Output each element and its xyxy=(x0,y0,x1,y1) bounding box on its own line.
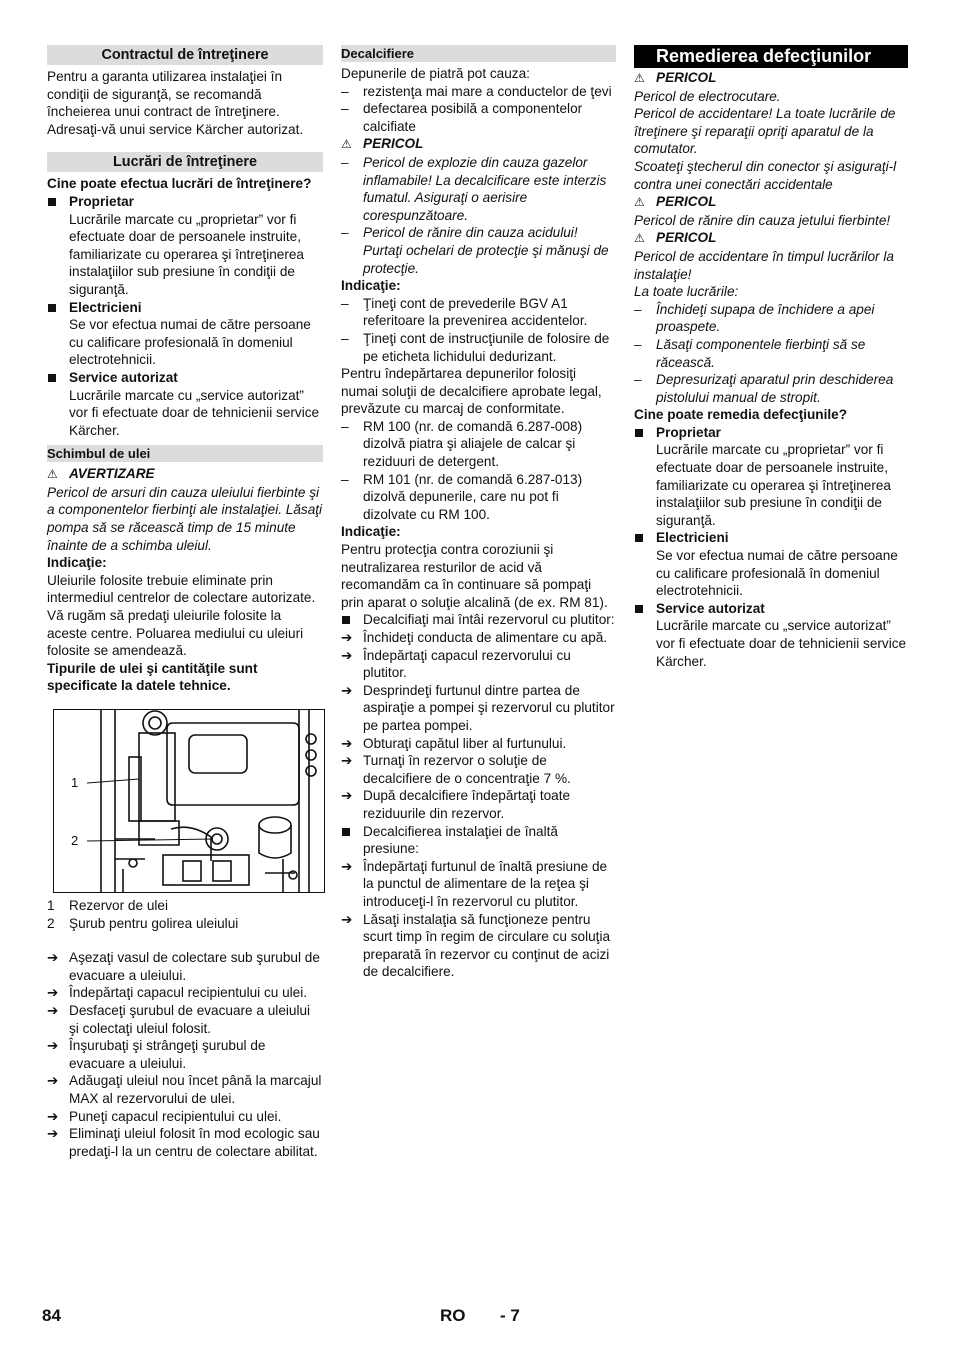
dash-bullet: – xyxy=(341,154,349,170)
item-text: Ţineţi cont de prevederile BGV A1 referitoare la prevenirea accidentelor. xyxy=(363,295,588,329)
note-label: Indicaţie: xyxy=(47,555,107,571)
oil-steps-list xyxy=(47,949,323,1160)
arrow-right-icon: ➔ xyxy=(47,985,59,1001)
column-left xyxy=(47,45,323,1160)
who-repair-question: Cine poate remedia defecţiunile? xyxy=(634,407,848,423)
item-title: Electricieni xyxy=(656,530,729,546)
item-text: Pericol de explozie din cauza gazelor inflamabile! La decalcificare este interzis fumatul. Asiguraţi o aerisire corespunzătoare. xyxy=(363,154,607,223)
warning-triangle-icon: ⚠ xyxy=(634,195,645,210)
item-text: După decalcifiere îndepărtaţi toate reziduurile din rezervor. xyxy=(363,788,571,821)
note-text: Uleiurile folosite trebuie eliminate prin intermediul centrelor de colectare autorizate. Vă rugăm să predaţi uleiurile folosite la aceste centre. Poluarea mediului cu uleiuri folosite se amendează. xyxy=(47,572,316,659)
decalc-intro: Depunerile de piatră pot cauza: xyxy=(341,66,530,81)
section-heading-works: Lucrări de întreţinere xyxy=(47,152,323,172)
dash-bullet: – xyxy=(634,372,642,388)
item-text: rezistenţa mai mare a conductelor de ţevi xyxy=(363,83,612,99)
item-title: Proprietar xyxy=(69,193,134,209)
note-label: Indicaţie: xyxy=(341,524,401,540)
list-item xyxy=(341,752,616,787)
list-item xyxy=(341,911,616,981)
item-text: Eliminaţi uleiul folosit în mod ecologic sau predaţi-l la un centru de colectare abilitat. xyxy=(69,1126,320,1159)
item-title: Electricieni xyxy=(69,299,142,315)
list-item xyxy=(47,1002,323,1037)
item-text: defectarea posibilă a componentelor calcifiate xyxy=(363,101,583,134)
causes-list xyxy=(341,83,616,136)
item-text: RM 100 (nr. de comandă 6.287-008) dizolvă piatra şi aliajele de calcar şi reziduuri de detergent. xyxy=(363,418,583,470)
works-list xyxy=(47,193,323,439)
section-heading-troubleshooting: Remedierea defecţiunilor xyxy=(634,45,908,68)
arrow-right-icon: ➔ xyxy=(47,1126,59,1142)
arrow-right-icon: ➔ xyxy=(341,630,353,645)
list-item xyxy=(341,224,616,277)
item-text: Desprindeţi furtunul dintre partea de aspiraţie a pompei şi rezervorul cu plutitor pe partea pompei. xyxy=(363,682,615,733)
item-text: Înşurubaţi şi strângeţi şurubul de evacuare a uleiului. xyxy=(69,1038,266,1071)
oil-tank-figure xyxy=(47,709,327,895)
list-item xyxy=(341,682,616,735)
warning-text: Pericol de arsuri din cauza uleiului fierbinte şi a componentelor fierbinţi ale instalaţiei. Lăsaţi pompa să se răcească timp de 15 minute înainte de a schimba uleiul. xyxy=(47,484,323,553)
warning-triangle-icon: ⚠ xyxy=(634,231,645,246)
list-item xyxy=(634,529,908,599)
item-text: Pericol de rănire din cauza acidului! Purtaţi ochelari de protecţie şi mănuşi de protecţie. xyxy=(363,225,609,276)
dash-bullet: – xyxy=(341,330,349,346)
item-text: Închideţi conducta de alimentare cu apă. xyxy=(363,630,608,645)
item-text: Decalcifierea instalaţiei de înaltă presiune: xyxy=(363,823,558,857)
who-works-question: Cine poate efectua lucrări de întreţinere? xyxy=(47,176,312,192)
item-text: Lucrările marcate cu „proprietar” vor fi efectuate doar de persoanele instruite, familiarizate cu operarea şi întreţinerea instalaţiilor sub presiune în condiţii de siguranţă. xyxy=(656,442,891,528)
list-item xyxy=(47,949,323,984)
item-title: Proprietar xyxy=(656,424,721,440)
legend-item: 2 Şurub pentru golirea uleiului xyxy=(47,915,239,931)
note-text: Pentru protecţia contra coroziunii şi neutralizarea resturilor de acid vă recomandăm ca în continuare să pompaţi prin aparat o soluţie alcalină (de ex. RM 81). xyxy=(341,542,608,610)
language-code: RO xyxy=(440,1306,466,1325)
list-item xyxy=(634,301,908,336)
dangers-list xyxy=(341,154,616,277)
column-middle xyxy=(341,45,616,981)
arrow-right-icon: ➔ xyxy=(341,647,353,663)
list-item xyxy=(341,735,616,753)
arrow-right-icon: ➔ xyxy=(341,682,353,698)
note-label: Indicaţie: xyxy=(341,278,401,294)
arrow-right-icon: ➔ xyxy=(341,753,353,769)
item-title: Service autorizat xyxy=(656,600,765,616)
list-item xyxy=(47,193,323,299)
list-item xyxy=(634,336,908,371)
list-item xyxy=(341,83,616,101)
products-list xyxy=(341,418,616,524)
list-item xyxy=(341,100,616,135)
list-item xyxy=(341,471,616,524)
arrow-right-icon: ➔ xyxy=(47,1002,59,1018)
dash-bullet: – xyxy=(341,418,349,434)
item-text: Îndepărtaţi capacul rezervorului cu plutitor. xyxy=(363,647,571,681)
item-text: Turnaţi în rezervor o soluţie de decalcifiere de o concentraţie 7 %. xyxy=(363,753,571,786)
danger-text: Pericol de rănire din cauza jetului fierbinte! xyxy=(634,212,891,228)
dash-bullet: – xyxy=(341,83,349,99)
column-right xyxy=(634,45,908,670)
item-text: Ţineţi cont de instrucţiunile de folosire de pe eticheta lichidului dedurizant. xyxy=(363,330,610,364)
item-text: Aşezaţi vasul de colectare sub şurubul de evacuare a uleiului. xyxy=(69,950,320,983)
warning-triangle-icon: ⚠ xyxy=(47,467,58,482)
list-item xyxy=(634,600,908,670)
danger-text: Pericol de electrocutare. xyxy=(634,88,781,104)
list-item xyxy=(341,330,616,365)
contract-text: Pentru a garanta utilizarea instalaţiei în condiţii de siguranţă, se recomandă încheierea unui contract de întreţinere. Adresaţi-vă unui service Kärcher autorizat. xyxy=(47,69,304,137)
list-item xyxy=(341,611,616,629)
oil-types-text: Tipurile de ulei şi cantităţile sunt specificate la datele tehnice. xyxy=(47,660,258,694)
all-works-list xyxy=(634,301,908,407)
dash-bullet: – xyxy=(341,225,349,241)
dash-bullet: – xyxy=(341,295,349,311)
item-text: Închideţi supapa de închidere a apei proaspete. xyxy=(656,301,875,335)
list-item xyxy=(47,369,323,439)
list-item xyxy=(341,647,616,682)
legend-item: 1 Rezervor de ulei xyxy=(47,898,168,913)
dash-bullet: – xyxy=(634,301,642,317)
item-text: Desfaceţi şurubul de evacuare a uleiului şi colectaţi uleiul folosit. xyxy=(69,1002,311,1036)
list-item xyxy=(634,424,908,530)
danger-label: ⚠ PERICOL xyxy=(341,135,616,154)
all-works-label: La toate lucrările: xyxy=(634,284,739,300)
list-item xyxy=(341,823,616,858)
list-item xyxy=(47,1108,323,1126)
item-text: Puneţi capacul recipientului cu ulei. xyxy=(69,1108,282,1124)
list-item xyxy=(47,984,323,1002)
decalc-para: Pentru îndepărtarea depunerilor folosiţi numai soluţii de decalcifiere aprobate legal, prevăzute cu marcaj de conformitate. xyxy=(341,366,602,417)
repair-list xyxy=(634,424,908,670)
page-number: 84 xyxy=(42,1306,61,1325)
arrow-right-icon: ➔ xyxy=(47,1073,59,1089)
danger-label: ⚠ PERICOL xyxy=(634,229,908,248)
list-item xyxy=(341,629,616,647)
list-item xyxy=(341,154,616,224)
list-item xyxy=(341,787,616,822)
item-text: Lăsaţi componentele fierbinţi să se răcească. xyxy=(656,336,866,370)
list-item xyxy=(341,295,616,330)
item-text: Depresurizaţi aparatul prin deschiderea pistolului manual de stropit. xyxy=(656,372,894,405)
danger-label: ⚠ PERICOL xyxy=(634,69,908,88)
danger-text: Scoateţi ştecherul din conector şi asiguraţi-l contra unei conectări accidentale xyxy=(634,158,897,192)
arrow-right-icon: ➔ xyxy=(47,1108,59,1124)
item-text: Se vor efectua numai de către persoane cu calificare profesională în domeniul electrotehnicii. xyxy=(69,317,311,368)
item-text: Lăsaţi instalaţia să funcţioneze pentru scurt timp în regim de circulare cu soluţia preparată în rezervor cu conţinut de acizi de decalcifiere. xyxy=(363,911,611,980)
danger-label: ⚠ PERICOL xyxy=(634,193,908,212)
arrow-right-icon: ➔ xyxy=(47,1038,59,1054)
warning-triangle-icon: ⚠ xyxy=(634,71,645,85)
item-text: Îndepărtaţi furtunul de înaltă presiune de la punctul de alimentare de la reţea şi introduceţi-l în rezervorul cu plutitor. xyxy=(363,858,608,909)
pump-illustration xyxy=(53,709,325,893)
item-text: Obturaţi capătul liber al furtunului. xyxy=(363,735,567,751)
decalc-steps-list xyxy=(341,611,616,980)
list-item xyxy=(634,371,908,406)
item-title: Service autorizat xyxy=(69,369,178,385)
danger-text: Pericol de accidentare în timpul lucrărilor la instalaţie! xyxy=(634,248,894,282)
sub-page-number: - 7 xyxy=(500,1306,520,1325)
list-item xyxy=(341,858,616,911)
dash-bullet: – xyxy=(634,336,642,352)
warning-triangle-icon: ⚠ xyxy=(341,137,352,152)
subsection-heading-decalc: Decalcifiere xyxy=(341,45,616,62)
dash-bullet: – xyxy=(341,471,349,487)
note-list xyxy=(341,295,616,365)
list-item xyxy=(47,299,323,369)
subsection-heading-oil: Schimbul de ulei xyxy=(47,445,323,462)
arrow-right-icon: ➔ xyxy=(341,911,353,927)
callout-2: 2 xyxy=(71,833,79,848)
list-item xyxy=(47,1125,323,1160)
item-text: Lucrările marcate cu „service autorizat” vor fi efectuate doar de tehnicienii service Kärcher. xyxy=(69,387,320,438)
danger-text: Pericol de accidentare! La toate lucrările de îtreţinere şi reparaţii opriţi aparatul de la comutator. xyxy=(634,106,896,157)
arrow-right-icon: ➔ xyxy=(47,950,59,966)
item-text: Decalcifiaţi mai întâi rezervorul cu plutitor: xyxy=(363,612,615,628)
item-text: Îndepărtaţi capacul recipientului cu ulei. xyxy=(69,985,308,1001)
list-item xyxy=(341,418,616,471)
warning-label: ⚠ AVERTIZARE xyxy=(47,465,323,484)
callout-1: 1 xyxy=(71,775,79,790)
section-heading-contract: Contractul de întreţinere xyxy=(47,45,323,65)
list-item xyxy=(47,1072,323,1107)
arrow-right-icon: ➔ xyxy=(341,788,353,804)
arrow-right-icon: ➔ xyxy=(341,735,353,751)
item-text: Adăugaţi uleiul nou încet până la marcajul MAX al rezervorului de ulei. xyxy=(69,1073,322,1106)
arrow-right-icon: ➔ xyxy=(341,858,353,874)
item-text: Lucrările marcate cu „service autorizat” vor fi efectuate doar de tehnicienii service Kärcher. xyxy=(656,618,907,669)
item-text: RM 101 (nr. de comandă 6.287-013) dizolvă depunerile, care nu pot fi dizolvate cu RM 100. xyxy=(363,471,583,522)
item-text: Lucrările marcate cu „proprietar” vor fi efectuate doar de persoanele instruite, familiarizate cu operarea şi întreţinerea instalaţiilor sub presiune în condiţii de siguranţă. xyxy=(69,211,304,297)
item-text: Se vor efectua numai de către persoane cu calificare profesională în domeniul electrotehnicii. xyxy=(656,548,898,599)
list-item xyxy=(47,1037,323,1072)
dash-bullet: – xyxy=(341,101,349,117)
